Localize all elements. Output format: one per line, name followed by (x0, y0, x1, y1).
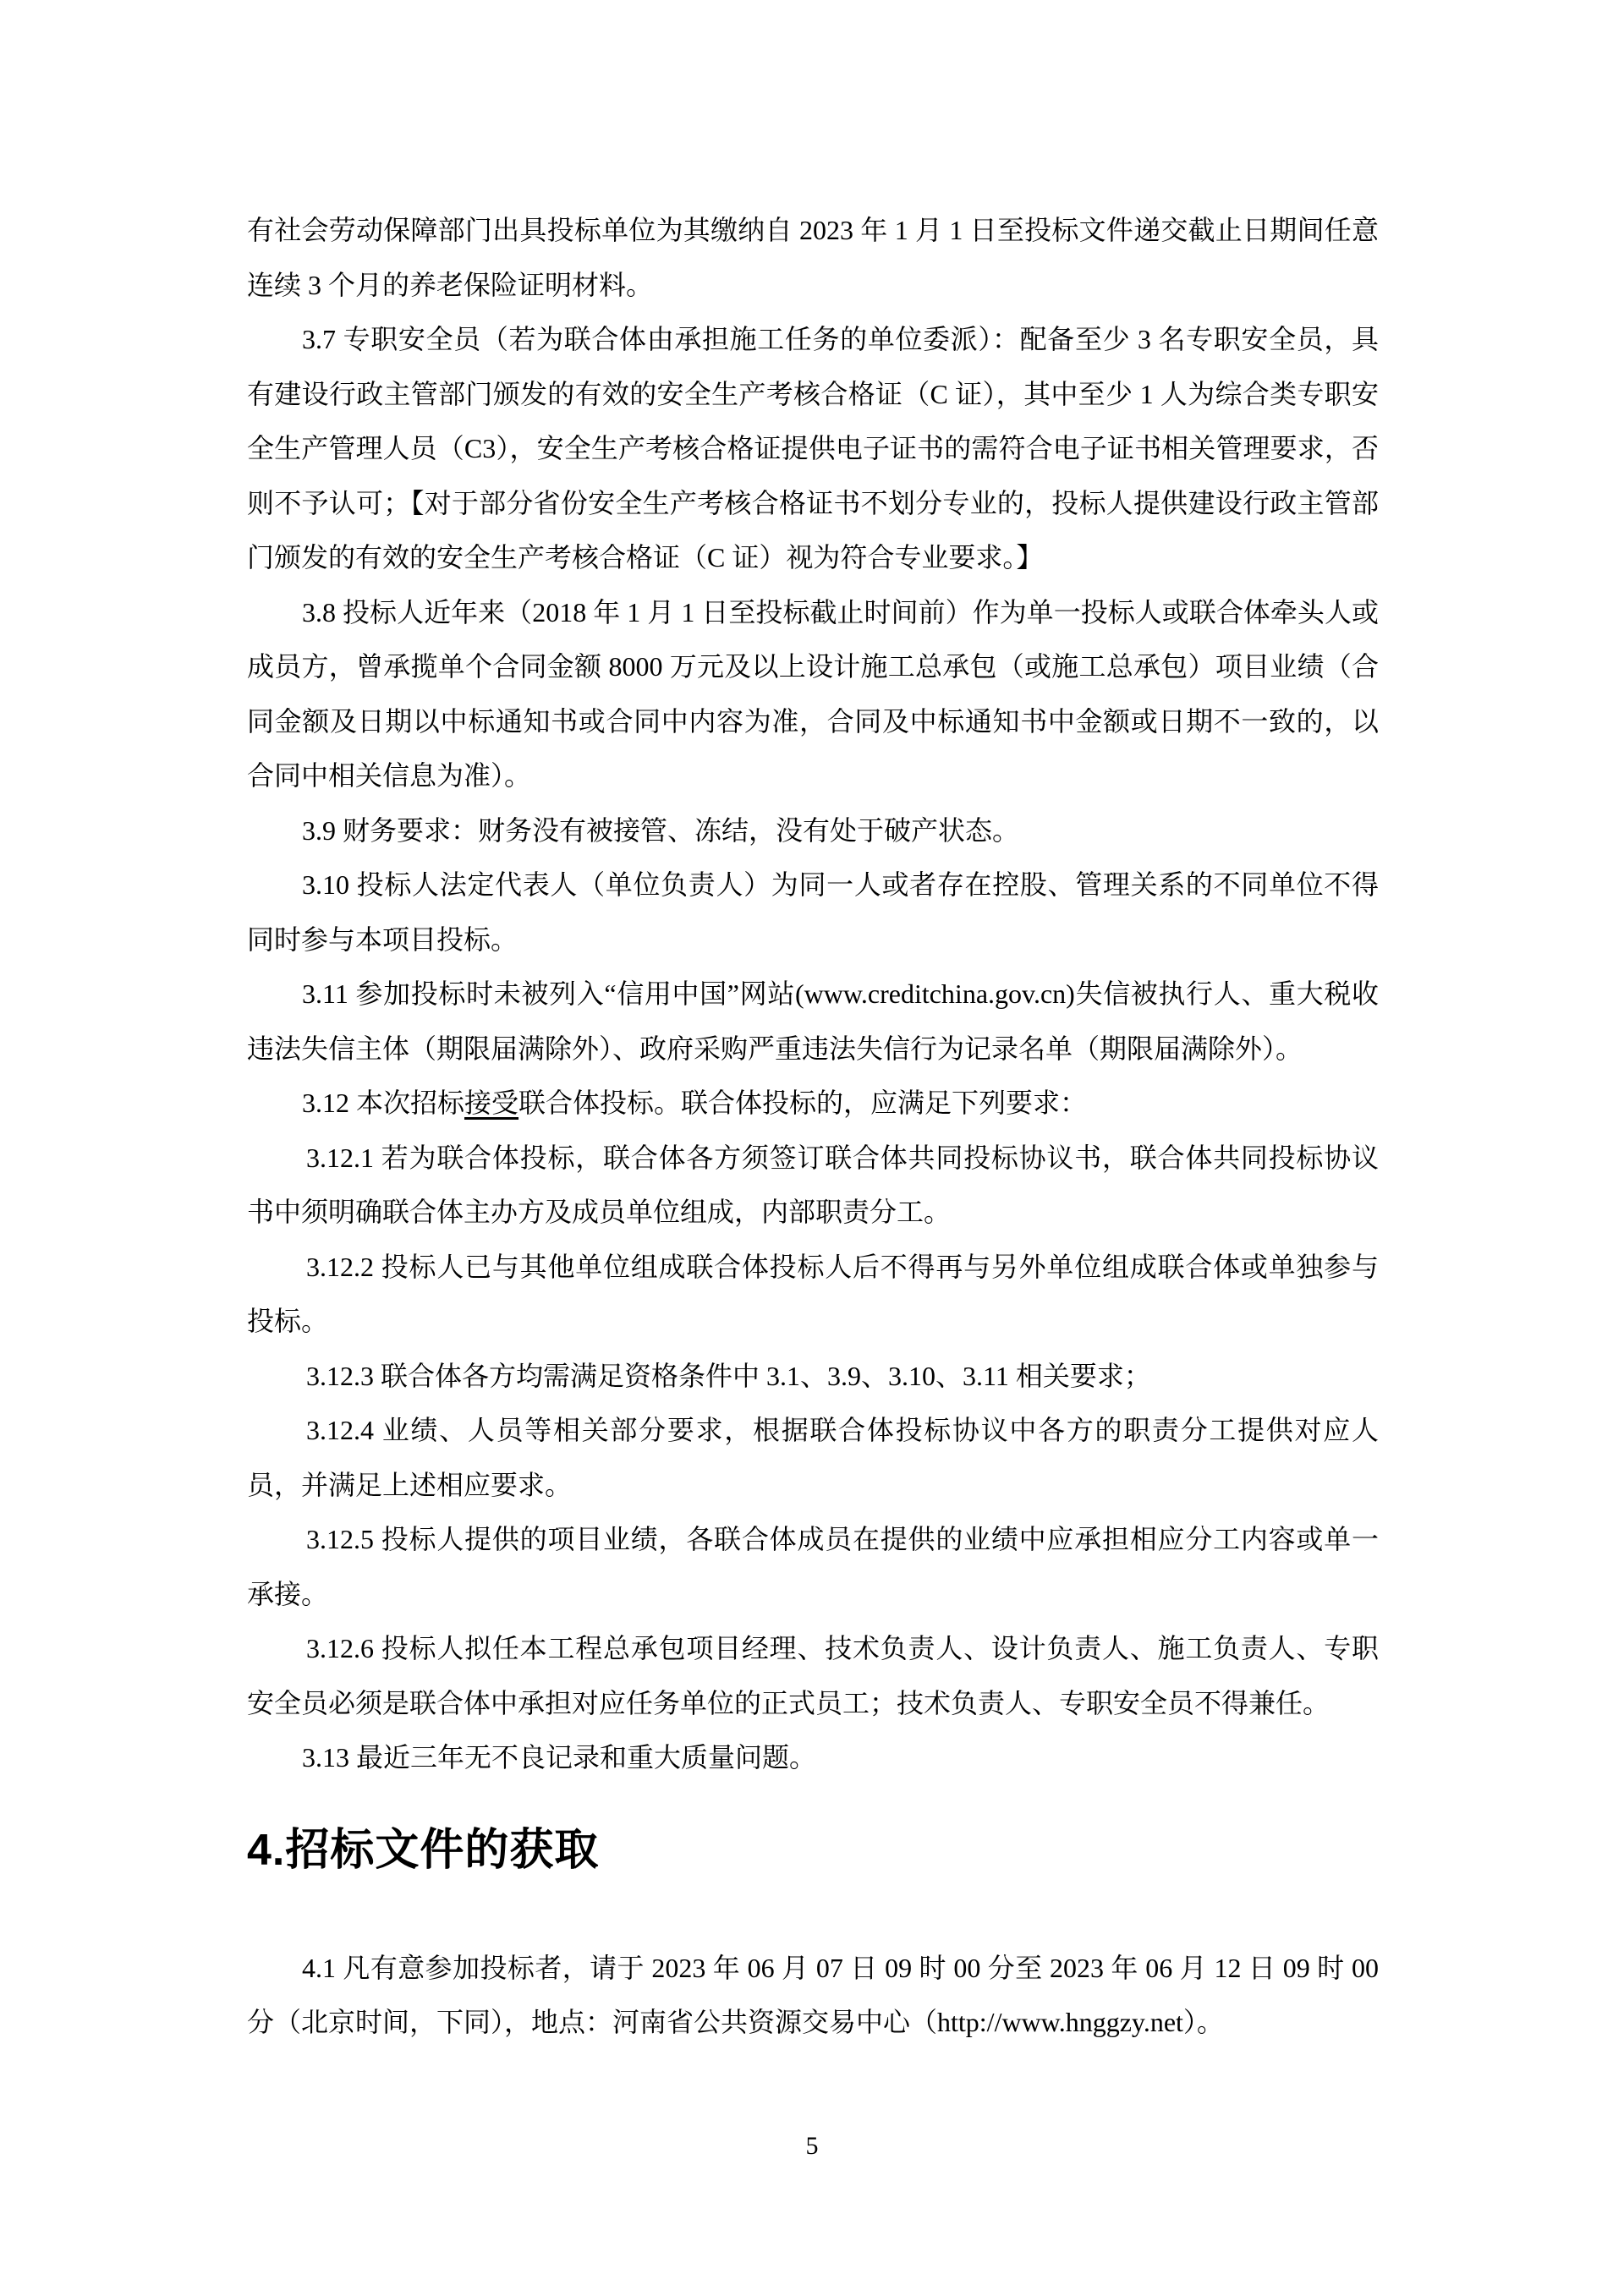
section-4-heading: 4.招标文件的获取 (247, 1825, 600, 1875)
clause-3-12-6: 3.12.6 投标人拟任本工程总承包项目经理、技术负责人、设计负责人、施工负责人、专职安全员必须是联合体中承担对应任务单位的正式员工；技术负责人、专职安全员不得兼任。 (247, 1633, 1379, 1718)
clause-4-1: 4.1 凡有意参加投标者，请于 2023 年 06 月 07 日 09 时 00 分至 2023 年 06 月 12 日 09 时 00 分（北京时间，下同），地点：河南省公共资源交易中心（http://www.hnggzy.net）。 (247, 1952, 1379, 2037)
clause-3-12-1: 3.12.1 若为联合体投标，联合体各方须签订联合体共同投标协议书，联合体共同投标协议书中须明确联合体主办方及成员单位组成，内部职责分工。 (247, 1142, 1379, 1227)
clause-3-12-4: 3.12.4 业绩、人员等相关部分要求，根据联合体投标协议中各方的职责分工提供对应人员，并满足上述相应要求。 (247, 1415, 1379, 1500)
clause-3-8: 3.8 投标人近年来（2018 年 1 月 1 日至投标截止时间前）作为单一投标人或联合体牵头人或成员方，曾承揽单个合同金额 8000 万元及以上设计施工总承包（或施工总承包）项目业绩（合同金额及日期以中标通知书或合同中内容为准，合同及中标通知书中金额或日期不一致的，以合同中相关信息为准）。 (247, 596, 1379, 791)
clause-3-10: 3.10 投标人法定代表人（单位负责人）为同一人或者存在控股、管理关系的不同单位不得同时参与本项目投标。 (247, 869, 1379, 955)
clause-3-12-2: 3.12.2 投标人已与其他单位组成联合体投标人后不得再与另外单位组成联合体或单独参与投标。 (247, 1251, 1379, 1336)
clause-3-12 (247, 1076, 1379, 1131)
page-number: 5 (805, 2132, 819, 2160)
clause-3-9: 3.9 财务要求：财务没有被接管、冻结，没有处于破产状态。 (302, 814, 1020, 846)
paragraph-continuation: 有社会劳动保障部门出具投标单位为其缴纳自 2023 年 1 月 1 日至投标文件递交截止日期间任意连续 3 个月的养老保险证明材料。 (247, 215, 1379, 300)
clause-3-7: 3.7 专职安全员（若为联合体由承担施工任务的单位委派）：配备至少 3 名专职安全员，具有建设行政主管部门颁发的有效的安全生产考核合格证（C 证），其中至少 1 人为综合类专职安全生产管理人员（C3），安全生产考核合格证提供电子证书的需符合电子证书相关管理要求，否则不予认可；【对于部分省份安全生产考核合格证书不划分专业的，投标人提供建设行政主管部门颁发的有效的安全生产考核合格证（C 证）视为符合专业要求。】 (247, 324, 1379, 573)
clause-3-13: 3.13 最近三年无不良记录和重大质量问题。 (302, 1742, 817, 1773)
clause-3-12-5: 3.12.5 投标人提供的项目业绩，各联合体成员在提供的业绩中应承担相应分工内容或单一承接。 (247, 1524, 1379, 1609)
clause-3-11: 3.11 参加投标时未被列入“信用中国”网站(www.creditchina.gov.cn)失信被执行人、重大税收违法失信主体（期限届满除外）、政府采购严重违法失信行为记录名单（期限届满除外）。 (247, 978, 1379, 1064)
clause-3-12-underlined-text: 接受 (464, 1088, 519, 1118)
clause-3-12-3: 3.12.3 联合体各方均需满足资格条件中 3.1、3.9、3.10、3.11 相关要求； (306, 1360, 1151, 1391)
clause-3-12-suffix: 联合体投标。联合体投标的，应满足下列要求： (518, 1088, 1088, 1118)
clause-3-12-prefix: 3.12 本次招标 (302, 1088, 465, 1118)
document-body (247, 203, 1379, 2050)
